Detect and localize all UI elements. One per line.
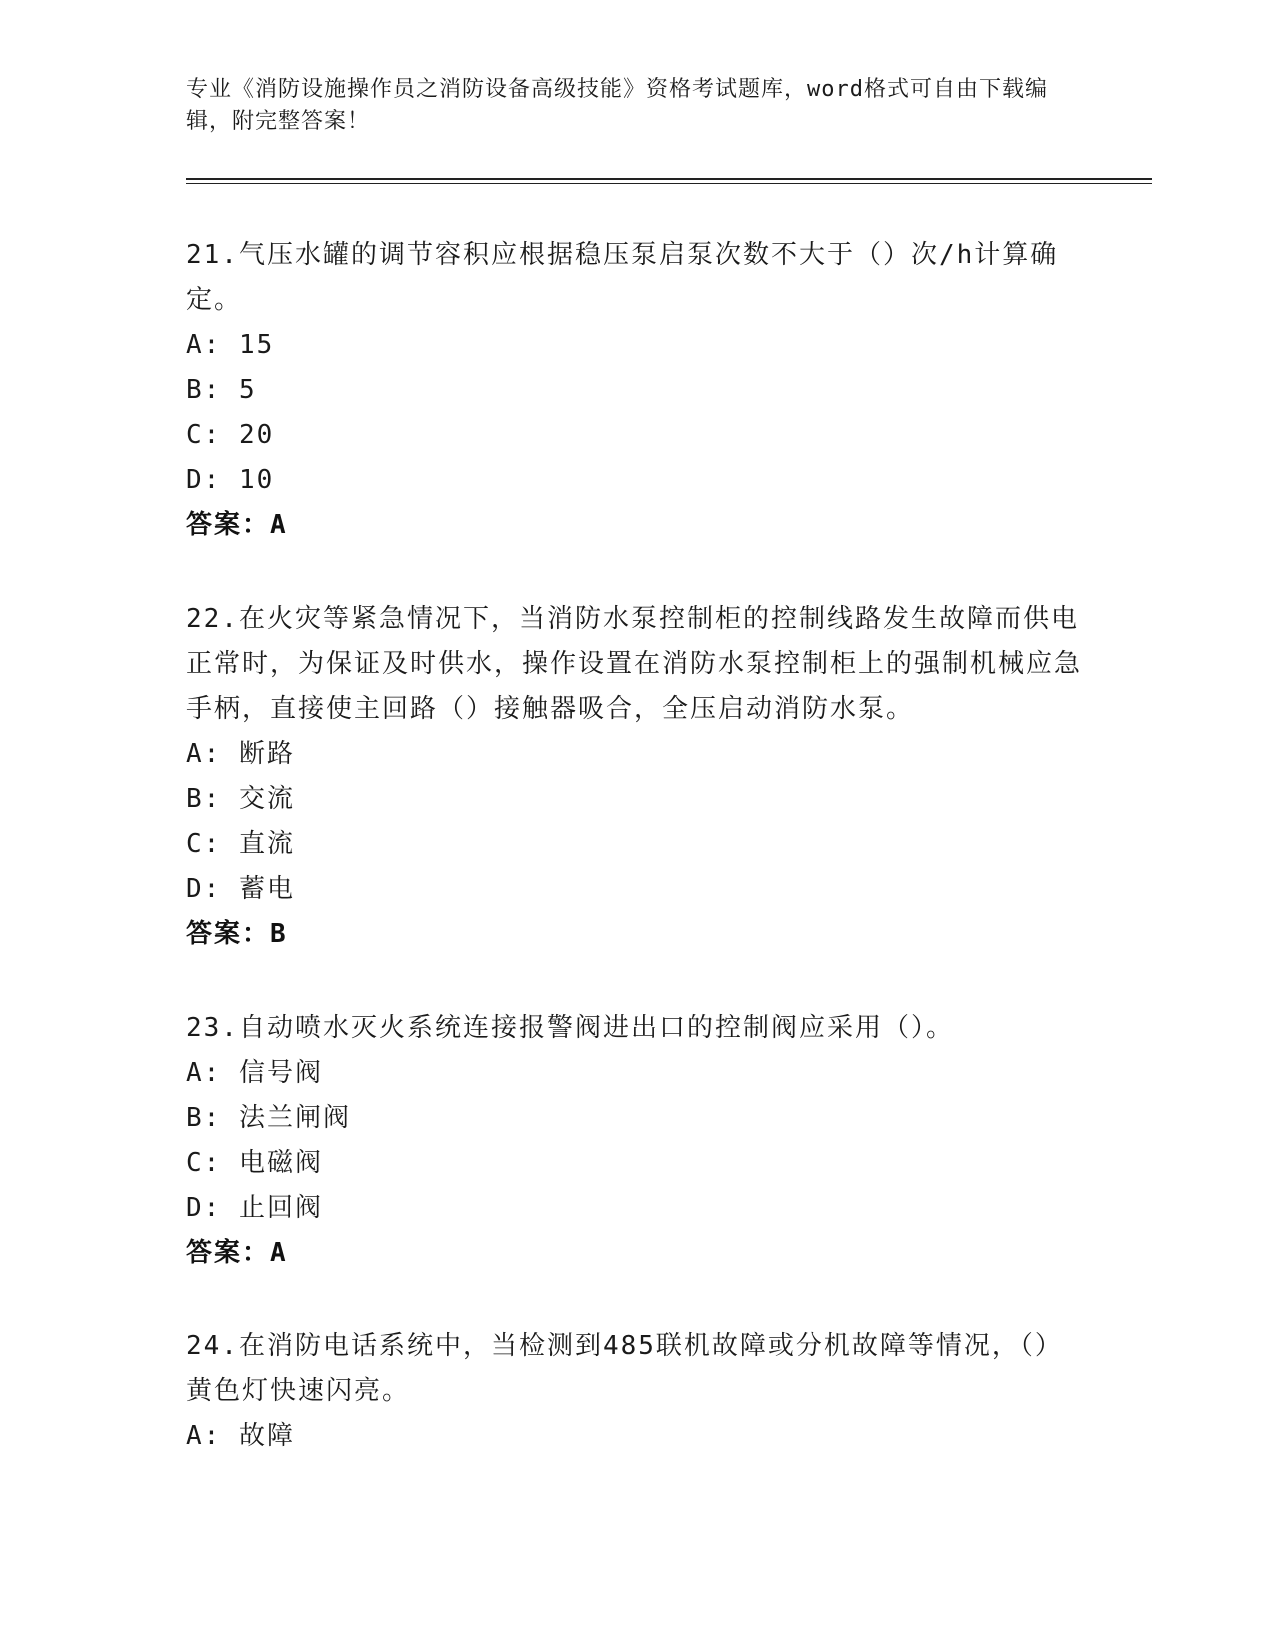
answer-text: 答案：B (186, 919, 288, 949)
answer-text: 答案：A (186, 1238, 288, 1268)
header-divider (186, 178, 1152, 180)
option-a: A: 信号阀 (186, 1058, 323, 1088)
option-b: B: 法兰闸阀 (186, 1103, 351, 1133)
option-a: A: 故障 (186, 1421, 295, 1451)
option-a: A: 断路 (186, 739, 295, 769)
question-23 (186, 1006, 1086, 1276)
option-c: C: 电磁阀 (186, 1148, 323, 1178)
question-stem: 23.自动喷水灭火系统连接报警阀进出口的控制阀应采用（）。 (186, 1013, 954, 1043)
question-24 (186, 1324, 1086, 1459)
option-c: C: 20 (186, 420, 275, 450)
option-d: D: 止回阀 (186, 1193, 323, 1223)
option-b: B: 5 (186, 375, 257, 405)
answer-text: 答案：A (186, 510, 288, 540)
option-d: D: 10 (186, 465, 275, 495)
option-a: A: 15 (186, 330, 275, 360)
question-stem: 24.在消防电话系统中，当检测到485联机故障或分机故障等情况，（）黄色灯快速闪亮。 (186, 1331, 1063, 1406)
header-divider-thin (186, 183, 1152, 184)
question-stem: 22.在火灾等紧急情况下，当消防水泵控制柜的控制线路发生故障而供电正常时，为保证及时供水，操作设置在消防水泵控制柜上的强制机械应急手柄，直接使主回路（）接触器吸合，全压启动消防水泵。 (186, 604, 1083, 724)
option-c: C: 直流 (186, 829, 295, 859)
document-header: 专业《消防设施操作员之消防设备高级技能》资格考试题库，word格式可自由下载编辑，附完整答案！ (186, 77, 1048, 134)
question-21 (186, 233, 1086, 548)
option-d: D: 蓄电 (186, 874, 295, 904)
question-stem: 21.气压水罐的调节容积应根据稳压泵启泵次数不大于（）次/h计算确定。 (186, 240, 1059, 315)
question-22 (186, 597, 1086, 957)
option-b: B: 交流 (186, 784, 295, 814)
